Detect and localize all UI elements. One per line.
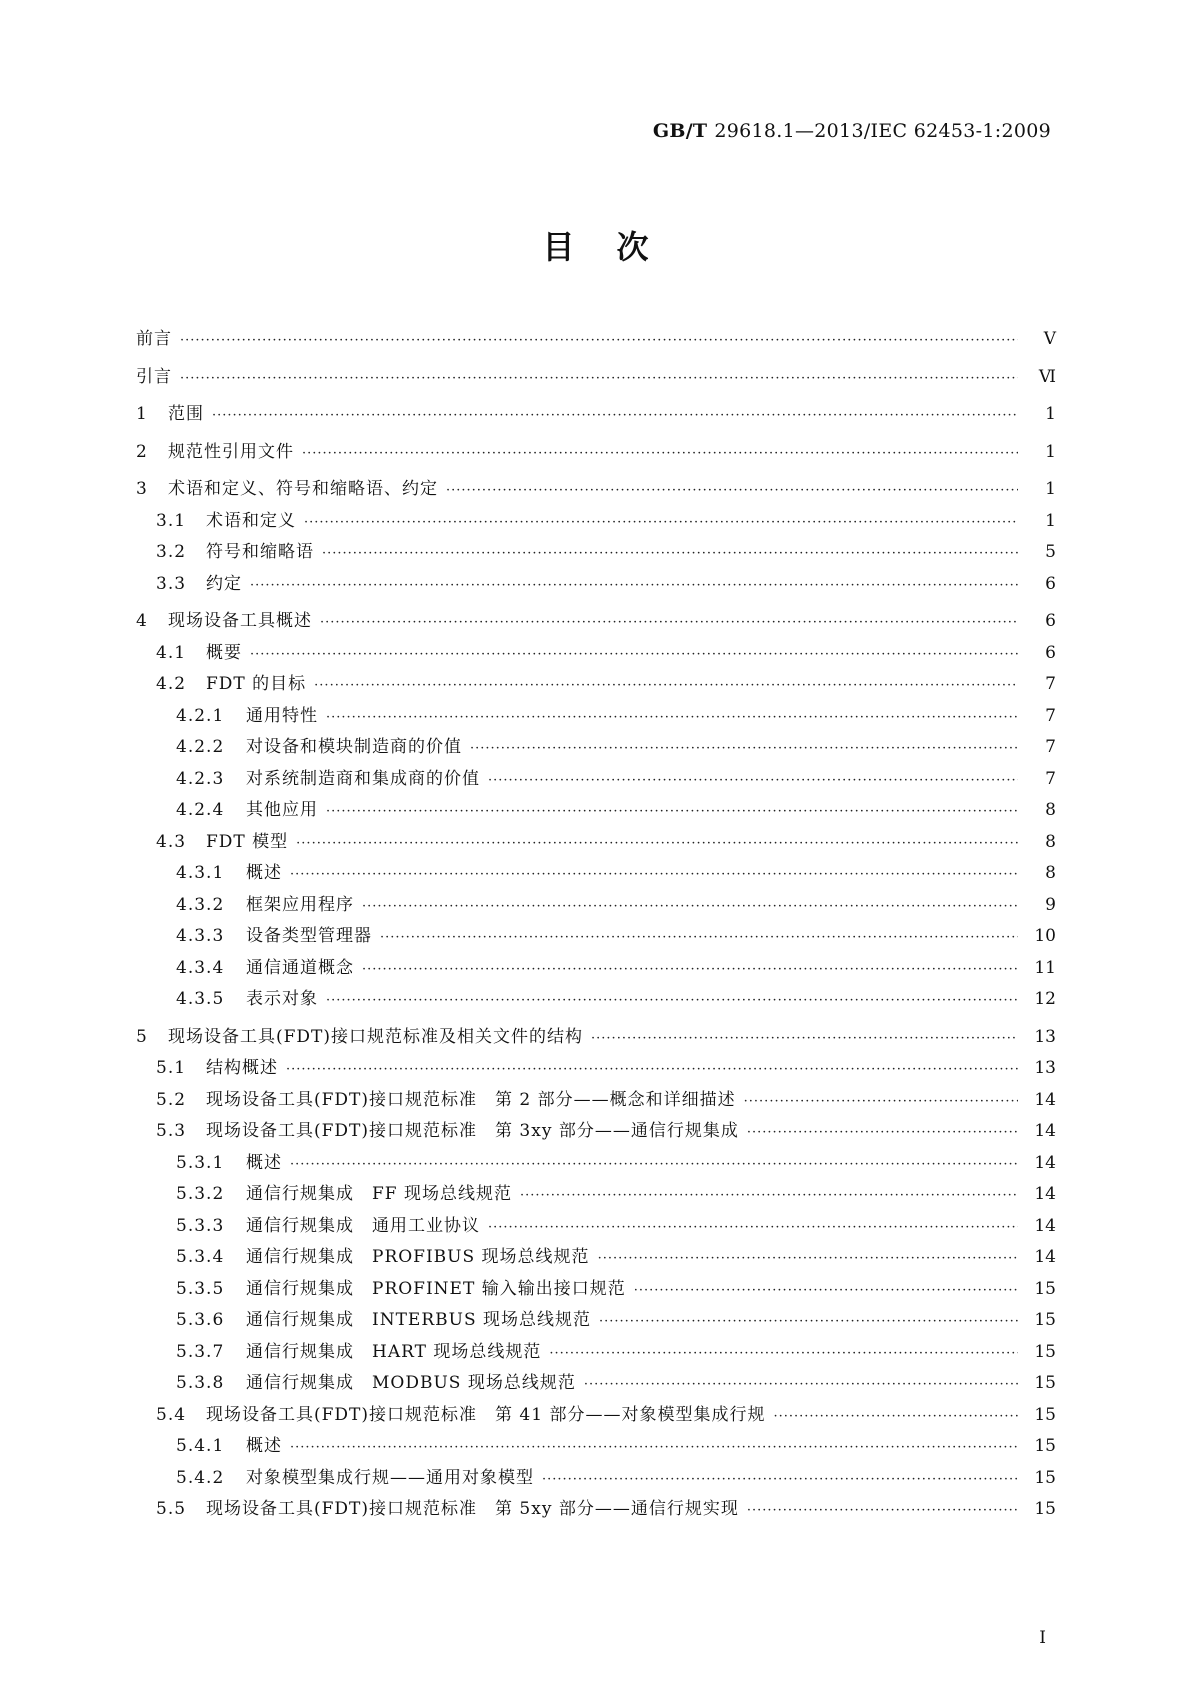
toc-entry-number: 4.2.3: [176, 768, 225, 789]
toc-entry[interactable]: [136, 638, 1056, 670]
toc-entry-page: 7: [1045, 768, 1056, 789]
document-code: [653, 120, 1051, 142]
toc-entry[interactable]: [136, 1337, 1056, 1369]
toc-entry-number: 1: [136, 404, 148, 424]
toc-leader-dots: [320, 607, 1018, 639]
toc-leader-dots: [250, 639, 1018, 671]
toc-entry-number: 5.4.2: [176, 1467, 225, 1488]
toc-entry-page: 6: [1045, 642, 1056, 663]
toc-entry[interactable]: [136, 437, 1056, 469]
toc-entry-page: 15: [1034, 1278, 1056, 1299]
toc-entry-title: 其他应用: [246, 800, 318, 820]
toc-entry-title: 通信行规集成 PROFIBUS 现场总线规范: [246, 1247, 590, 1267]
toc-entry-number: 4.1: [156, 642, 187, 663]
toc-entry-page: 11: [1034, 957, 1056, 978]
toc-entry-number: 3: [136, 479, 148, 499]
toc-entry[interactable]: [136, 1085, 1056, 1117]
toc-entry-page: 1: [1045, 510, 1056, 531]
toc-entry[interactable]: [136, 399, 1056, 431]
toc-leader-dots: [520, 1180, 1018, 1212]
toc-leader-dots: [599, 1306, 1018, 1338]
toc-entry-title: 对象模型集成行规——通用对象模型: [246, 1467, 534, 1488]
toc-entry-title: 通信行规集成 PROFINET 输入输出接口规范: [246, 1278, 626, 1299]
toc-entry[interactable]: [136, 1305, 1056, 1337]
toc-entry-page: 14: [1034, 1247, 1056, 1267]
toc-entry-title: 对系统制造商和集成商的价值: [246, 768, 480, 789]
toc-entry-page: 15: [1034, 1467, 1056, 1488]
toc-entry[interactable]: [136, 1463, 1056, 1495]
toc-entry-number: 5.4: [156, 1404, 187, 1425]
toc-entry-title: 引言: [136, 366, 172, 387]
toc-entry-number: 5.3.5: [176, 1278, 225, 1299]
toc-leader-dots: [290, 1432, 1018, 1464]
toc-leader-dots: [773, 1401, 1018, 1433]
toc-entry[interactable]: [136, 537, 1056, 569]
toc-entry[interactable]: [136, 506, 1056, 538]
toc-entry-title: 符号和缩略语: [206, 542, 314, 562]
toc-entry-page: 9: [1045, 894, 1056, 915]
document-code-prefix: GB/T: [652, 120, 708, 142]
toc-entry-title: 概述: [246, 1152, 282, 1173]
toc-entry-title: 通信行规集成 FF 现场总线规范: [246, 1184, 512, 1204]
toc-entry-number: 5.3.4: [176, 1247, 225, 1267]
toc-entry[interactable]: [136, 1022, 1056, 1054]
toc-entry-page: 6: [1045, 611, 1056, 631]
toc-entry-number: 2: [136, 441, 148, 462]
toc-leader-dots: [362, 891, 1018, 923]
toc-entry-title: 规范性引用文件: [168, 441, 294, 462]
toc-entry-number: 4.2.2: [176, 737, 225, 757]
toc-entry[interactable]: [136, 827, 1056, 859]
toc-entry-page: 14: [1034, 1184, 1056, 1204]
toc-entry-title: 表示对象: [246, 989, 318, 1009]
toc-entry-title: 概述: [246, 863, 282, 883]
page-number: I: [1039, 1628, 1046, 1648]
toc-leader-dots: [488, 1212, 1018, 1244]
toc-entry[interactable]: [136, 1274, 1056, 1306]
toc-entry-title: 现场设备工具(FDT)接口规范标准 第 3xy 部分——通信行规集成: [206, 1121, 739, 1141]
toc-entry-title: 通信行规集成 INTERBUS 现场总线规范: [246, 1310, 592, 1330]
toc-leader-dots: [747, 1495, 1018, 1527]
toc-entry[interactable]: [136, 1211, 1056, 1243]
toc-entry-page: 8: [1045, 831, 1056, 852]
toc-entry[interactable]: [136, 1179, 1056, 1211]
toc-entry-title: FDT 模型: [206, 831, 289, 852]
toc-entry-number: 5.5: [156, 1499, 187, 1519]
toc-entry[interactable]: [136, 953, 1056, 985]
toc-entry-number: 5.3.6: [176, 1310, 225, 1330]
toc-entry-page: 7: [1045, 737, 1056, 757]
toc-entry-number: 3.2: [156, 542, 187, 562]
toc-entry-page: 15: [1034, 1373, 1056, 1393]
toc-entry-number: 5.3: [156, 1121, 187, 1141]
toc-entry-number: 3.3: [156, 573, 187, 594]
toc-entry-page: 13: [1034, 1026, 1056, 1047]
toc-leader-dots: [322, 538, 1018, 570]
toc-entry[interactable]: [136, 1242, 1056, 1274]
toc-entry-page: 14: [1034, 1152, 1056, 1173]
toc-leader-dots: [326, 702, 1018, 734]
table-of-contents: [136, 324, 1056, 1526]
toc-leader-dots: [362, 954, 1018, 986]
toc-entry-number: 5.2: [156, 1089, 187, 1110]
toc-entry-title: 范围: [168, 404, 204, 424]
toc-leader-dots: [634, 1275, 1018, 1307]
toc-entry-title: 通信行规集成 MODBUS 现场总线规范: [246, 1373, 576, 1393]
toc-entry-number: 4.3: [156, 831, 187, 852]
toc-entry-page: 6: [1045, 573, 1056, 594]
toc-leader-dots: [542, 1464, 1018, 1496]
toc-entry-page: 1: [1045, 404, 1056, 424]
toc-entry[interactable]: [136, 890, 1056, 922]
toc-entry-number: 4.3.3: [176, 926, 225, 946]
toc-entry[interactable]: [136, 1116, 1056, 1148]
toc-entry[interactable]: [136, 732, 1056, 764]
toc-entry-number: 4.2: [156, 674, 187, 694]
toc-entry-number: 5.1: [156, 1058, 187, 1078]
toc-leader-dots: [598, 1243, 1018, 1275]
toc-entry-page: 15: [1034, 1310, 1056, 1330]
toc-leader-dots: [326, 796, 1018, 828]
toc-entry-page: 7: [1045, 674, 1056, 694]
toc-entry[interactable]: [136, 984, 1056, 1016]
toc-entry-title: 现场设备工具概述: [168, 611, 312, 631]
toc-entry-title: 现场设备工具(FDT)接口规范标准 第 5xy 部分——通信行规实现: [206, 1499, 739, 1519]
toc-leader-dots: [584, 1369, 1018, 1401]
toc-entry-page: 15: [1034, 1341, 1056, 1362]
toc-entry-page: 13: [1034, 1058, 1056, 1078]
toc-leader-dots: [304, 507, 1018, 539]
toc-entry-number: 5.3.3: [176, 1215, 225, 1236]
toc-entry[interactable]: [136, 669, 1056, 701]
toc-entry-title: FDT 的目标: [206, 674, 307, 694]
toc-entry-title: 对设备和模块制造商的价值: [246, 737, 462, 757]
toc-entry[interactable]: [136, 921, 1056, 953]
toc-entry-page: 15: [1034, 1436, 1056, 1456]
toc-entry-number: 4: [136, 611, 148, 631]
toc-entry-number: 5.3.7: [176, 1341, 225, 1362]
toc-entry-number: 5.4.1: [176, 1436, 225, 1456]
toc-leader-dots: [180, 363, 1018, 395]
toc-entry[interactable]: [136, 701, 1056, 733]
toc-entry[interactable]: [136, 324, 1056, 356]
toc-entry-page: Ⅴ: [1043, 329, 1056, 349]
toc-entry-page: 15: [1034, 1499, 1056, 1519]
toc-entry-page: 8: [1045, 863, 1056, 883]
toc-entry[interactable]: [136, 1368, 1056, 1400]
toc-entry[interactable]: [136, 1400, 1056, 1432]
toc-entry-number: 5.3.2: [176, 1184, 225, 1204]
toc-entry-number: 5.3.1: [176, 1152, 225, 1173]
toc-entry-number: 5: [136, 1026, 148, 1047]
toc-entry-number: 4.2.1: [176, 705, 225, 726]
toc-entry-title: 前言: [136, 329, 172, 349]
toc-entry[interactable]: [136, 569, 1056, 601]
toc-entry-number: 3.1: [156, 510, 187, 531]
toc-entry-title: 现场设备工具(FDT)接口规范标准 第 41 部分——对象模型集成行规: [206, 1404, 766, 1425]
toc-entry-page: 12: [1034, 989, 1056, 1009]
toc-entry-title: 通信行规集成 通用工业协议: [246, 1215, 480, 1236]
toc-entry-page: 7: [1045, 705, 1056, 726]
toc-leader-dots: [286, 1054, 1018, 1086]
toc-leader-dots: [250, 570, 1018, 602]
toc-leader-dots: [180, 325, 1018, 357]
toc-leader-dots: [744, 1086, 1018, 1118]
toc-entry[interactable]: [136, 795, 1056, 827]
toc-entry-page: 1: [1045, 479, 1056, 499]
toc-leader-dots: [446, 475, 1018, 507]
toc-entry-title: 现场设备工具(FDT)接口规范标准及相关文件的结构: [168, 1026, 584, 1047]
toc-entry-number: 5.3.8: [176, 1373, 225, 1393]
toc-entry-title: 设备类型管理器: [246, 926, 372, 946]
toc-entry-page: 5: [1045, 542, 1056, 562]
toc-leader-dots: [290, 1149, 1018, 1181]
toc-entry-title: 结构概述: [206, 1058, 278, 1078]
toc-entry-page: 1: [1045, 441, 1056, 462]
toc-entry[interactable]: [136, 1494, 1056, 1526]
toc-entry-page: 15: [1034, 1404, 1056, 1425]
toc-entry-title: 约定: [206, 573, 242, 594]
toc-entry-number: 4.3.4: [176, 957, 225, 978]
toc-entry-page: Ⅵ: [1038, 366, 1056, 387]
toc-entry-title: 术语和定义、符号和缩略语、约定: [168, 479, 438, 499]
toc-entry[interactable]: [136, 474, 1056, 506]
toc-entry-page: 14: [1034, 1089, 1056, 1110]
toc-leader-dots: [549, 1338, 1018, 1370]
toc-entry-number: 4.2.4: [176, 800, 225, 820]
toc-entry-title: 通信行规集成 HART 现场总线规范: [246, 1341, 542, 1362]
toc-entry[interactable]: [136, 764, 1056, 796]
toc-entry-title: 现场设备工具(FDT)接口规范标准 第 2 部分——概念和详细描述: [206, 1089, 736, 1110]
toc-entry-page: 8: [1045, 800, 1056, 820]
toc-leader-dots: [326, 985, 1018, 1017]
page-title: 目次: [542, 228, 691, 266]
toc-entry-title: 概要: [206, 642, 242, 663]
toc-entry[interactable]: [136, 362, 1056, 394]
toc-leader-dots: [314, 670, 1018, 702]
toc-entry-number: 4.3.2: [176, 894, 225, 915]
toc-leader-dots: [296, 828, 1018, 860]
toc-entry[interactable]: [136, 1148, 1056, 1180]
toc-leader-dots: [470, 733, 1018, 765]
toc-leader-dots: [290, 859, 1018, 891]
toc-entry[interactable]: [136, 606, 1056, 638]
toc-leader-dots: [591, 1023, 1018, 1055]
toc-entry-number: 4.3.1: [176, 863, 225, 883]
toc-entry-title: 术语和定义: [206, 510, 296, 531]
toc-entry-title: 通信通道概念: [246, 957, 354, 978]
toc-entry-title: 通用特性: [246, 705, 318, 726]
toc-entry-page: 14: [1034, 1121, 1056, 1141]
toc-leader-dots: [488, 765, 1018, 797]
toc-entry-title: 框架应用程序: [246, 894, 354, 915]
toc-leader-dots: [302, 438, 1018, 470]
document-code-number: 29618.1—2013/IEC 62453-1:2009: [714, 120, 1051, 142]
toc-entry-page: 10: [1034, 926, 1056, 946]
toc-entry[interactable]: [136, 1053, 1056, 1085]
toc-leader-dots: [212, 400, 1018, 432]
toc-entry[interactable]: [136, 858, 1056, 890]
toc-leader-dots: [380, 922, 1018, 954]
toc-leader-dots: [747, 1117, 1018, 1149]
toc-entry[interactable]: [136, 1431, 1056, 1463]
toc-entry-title: 概述: [246, 1436, 282, 1456]
toc-entry-number: 4.3.5: [176, 989, 225, 1009]
toc-entry-page: 14: [1034, 1215, 1056, 1236]
